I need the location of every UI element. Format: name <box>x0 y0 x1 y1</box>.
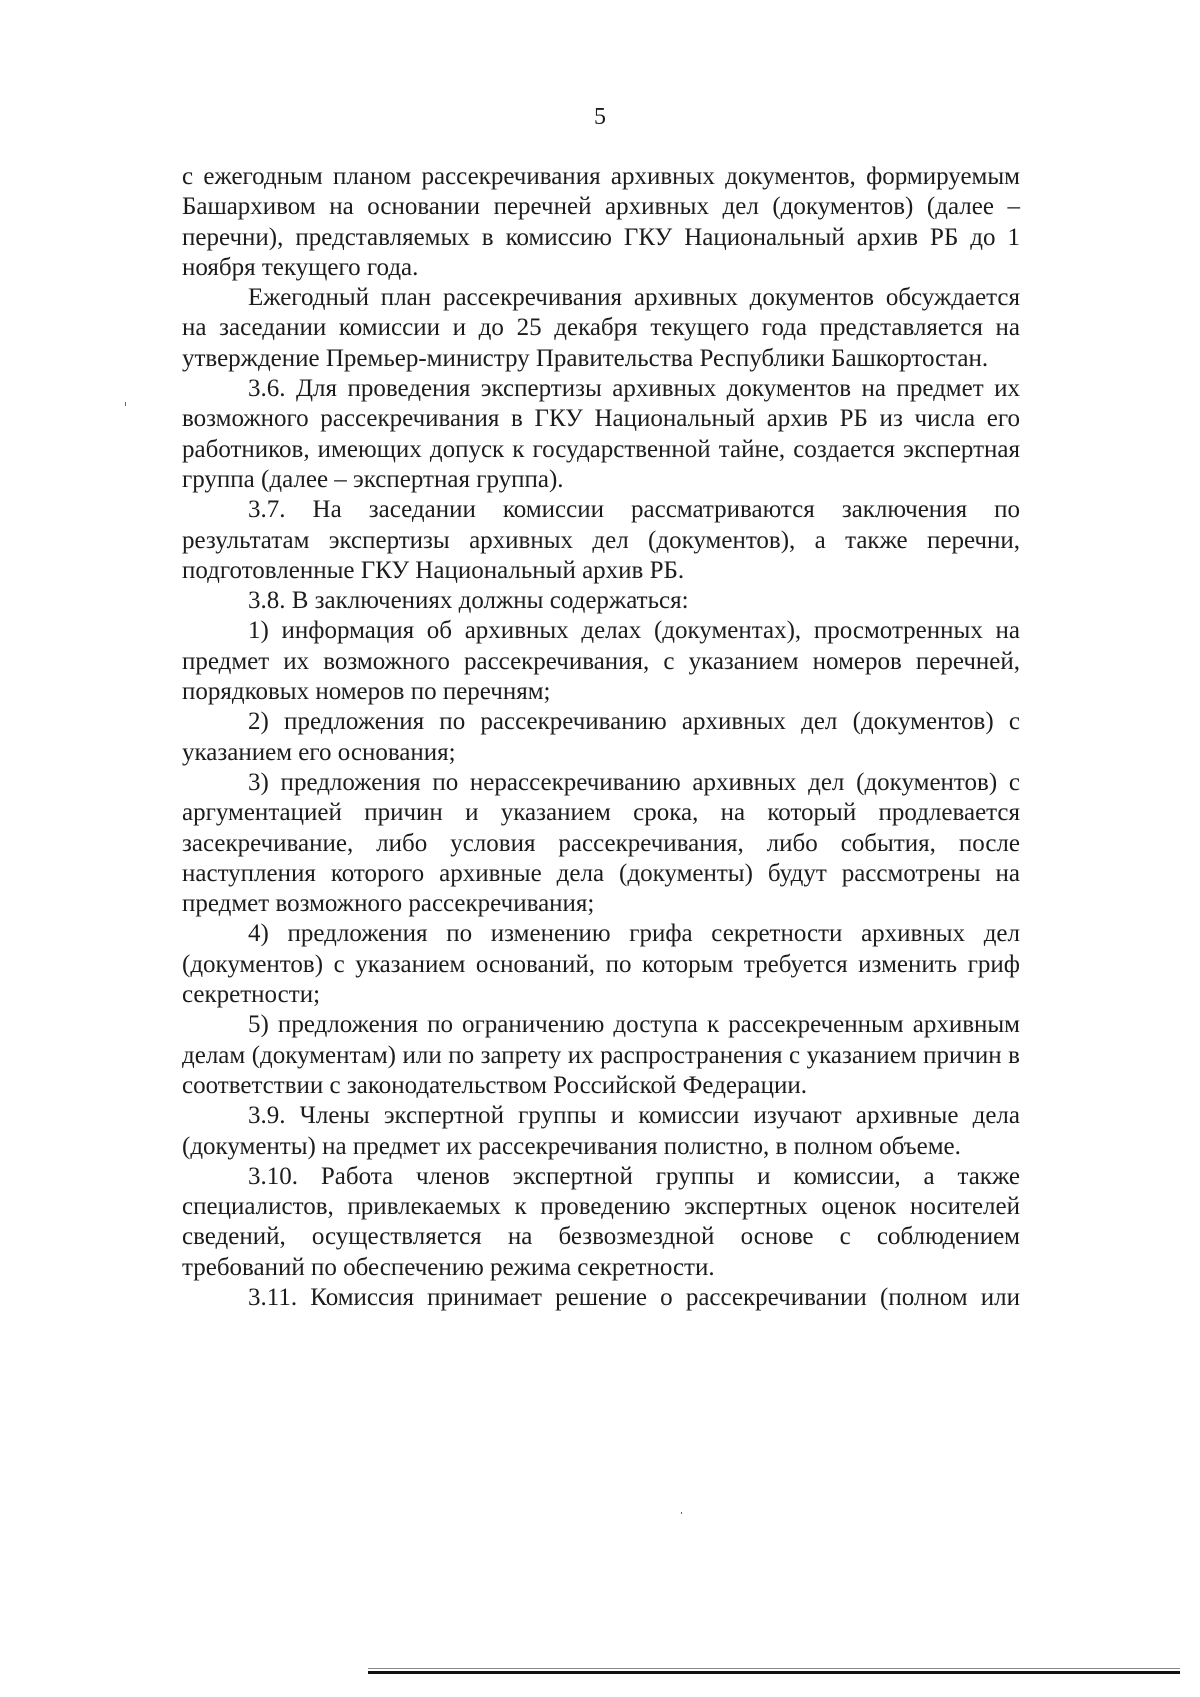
paragraph-3-7: 3.7. На заседании комиссии рассматриваются заключения по результатам экспертизы архивных дел (документов), а также перечни, подготовленные ГКУ Национальный архив РБ. <box>182 496 1020 584</box>
list-item-4: 4) предложения по изменению грифа секретности архивных дел (документов) с указанием оснований, по которым требуется изменить гриф секретности; <box>182 920 1020 1009</box>
scan-speck <box>125 402 126 406</box>
paragraph-continuation: с ежегодным планом рассекречивания архивных документов, формируемым Башархивом на основании перечней архивных дел (документов) (далее – перечни), представляемых в комиссию ГКУ Национальный архив РБ до 1 ноября текущего года. <box>182 163 1020 281</box>
footer-rule <box>368 1671 1180 1674</box>
paragraph-3-10: 3.10. Работа членов экспертной группы и комиссии, а также специалистов, привлекаемых к проведению экспертных оценок носителей сведений, осуществляется на безвозмездной основе с соблюдением требований по обеспечению режима секретности. <box>182 1162 1020 1281</box>
paragraph-3-6: 3.6. Для проведения экспертизы архивных документов на предмет их возможного рассекречивания в ГКУ Национальный архив РБ из числа его работников, имеющих допуск к государственной тайне, создается экспертная группа (далее – экспертная группа). <box>182 375 1020 493</box>
scan-speck <box>681 1512 682 1514</box>
list-item-1: 1) информация об архивных делах (документах), просмотренных на предмет их возможного рассекречивания, с указанием номеров перечней, порядковых номеров по перечням; <box>182 617 1020 706</box>
paragraph-3-8: 3.8. В заключениях должны содержаться: <box>248 587 689 615</box>
document-body <box>182 162 1020 1313</box>
page-number: 5 <box>594 104 606 130</box>
list-item-3: 3) предложения по нерассекречиванию архивных дел (документов) с аргументацией причин и указанием срока, на который продлевается засекречивание, либо условия рассекречивания, либо события, после наступления которого архивные дела (документы) будут рассмотрены на предмет возможного рассекречивания; <box>182 768 1020 918</box>
list-item-2: 2) предложения по рассекречиванию архивных дел (документов) с указанием его основания; <box>182 708 1020 766</box>
paragraph-3-9: 3.9. Члены экспертной группы и комиссии изучают архивные дела (документы) на предмет их рассекречивания полистно, в полном объеме. <box>182 1102 1020 1160</box>
paragraph-annual-plan: Ежегодный план рассекречивания архивных документов обсуждается на заседании комиссии и до 25 декабря текущего года представляется на утверждение Премьер-министру Правительства Республики Башкортостан. <box>182 284 1020 372</box>
list-item-5: 5) предложения по ограничению доступа к рассекреченным архивным делам (документам) или по запрету их распространения с указанием причин в соответствии с законодательством Российской Федерации. <box>182 1011 1020 1099</box>
footer-rule-thin <box>368 1668 1180 1669</box>
paragraph-3-11: 3.11. Комиссия принимает решение о рассекречивании (полном или <box>248 1283 1020 1311</box>
